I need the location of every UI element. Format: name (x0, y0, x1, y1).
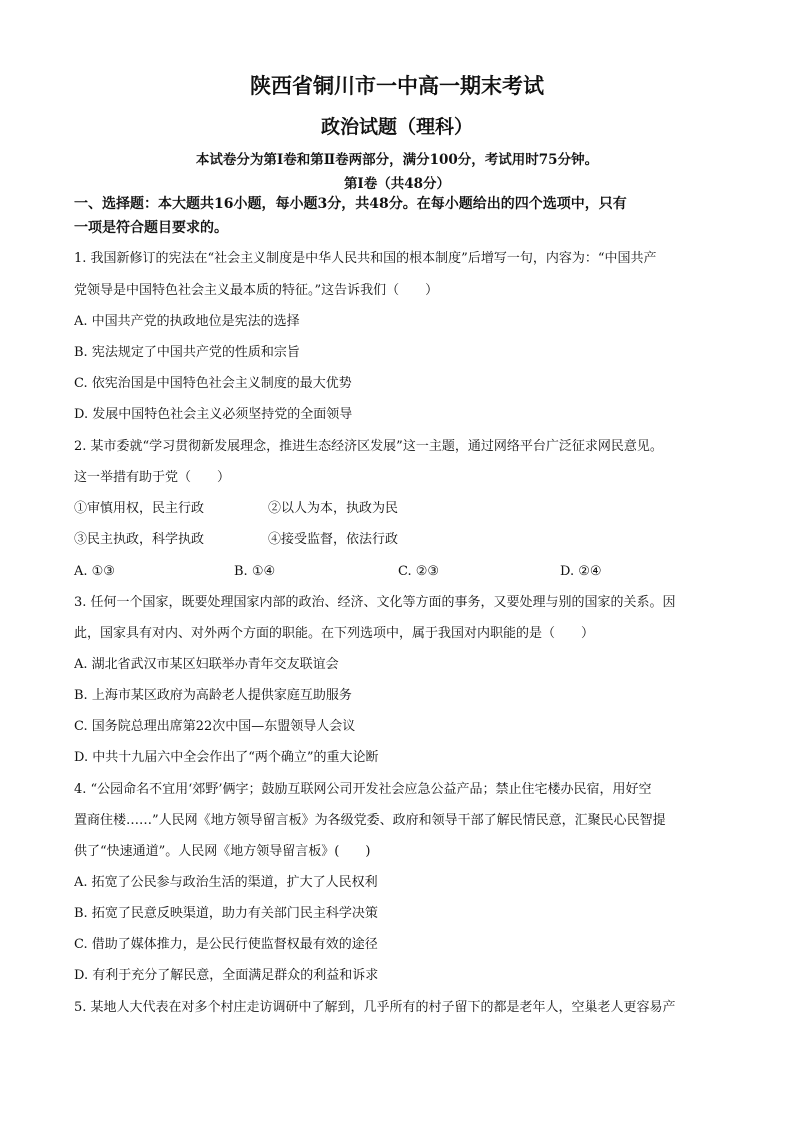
q2-statement-3: ③民主执政，科学执政 (74, 532, 205, 547)
q2-statement-2: ②以人为本，执政为民 (268, 501, 399, 516)
q4-option-d: D. 有利于充分了解民意，全面满足群众的利益和诉求 (74, 968, 379, 983)
q2-option-a: A. ①③ (74, 564, 115, 579)
exam-title: 陕西省铜川市一中高一期末考试 (250, 73, 544, 98)
q2-statement-1: ①审慎用权，民主行政 (74, 501, 205, 516)
volume-heading: 第Ⅰ卷（共48分） (343, 176, 451, 192)
exam-note: 本试卷分为第Ⅰ卷和第Ⅱ卷两部分，满分100分，考试用时75分钟。 (195, 152, 599, 168)
section-heading-line1: 一、选择题：本大题共16小题，每小题3分，共48分。在每小题给出的四个选项中，只有 (74, 196, 627, 212)
q2-option-b: B. ①④ (234, 564, 276, 579)
q3-option-d: D. 中共十九届六中全会作出了“两个确立”的重大论断 (74, 750, 379, 765)
q3-stem-line1: 3. 任何一个国家，既要处理国家内部的政治、经济、文化等方面的事务，又要处理与别的国家的关系。因 (74, 595, 676, 610)
q3-option-b: B. 上海市某区政府为高龄老人提供家庭互助服务 (74, 688, 352, 703)
exam-subtitle: 政治试题（理科） (320, 116, 473, 138)
q1-stem-line1: 1. 我国新修订的宪法在“社会主义制度是中华人民共和国的根本制度”后增写一句，内容为：“中国共产 (74, 251, 657, 266)
q1-option-c: C. 依宪治国是中国特色社会主义制度的最大优势 (74, 376, 352, 391)
q1-option-d: D. 发展中国特色社会主义必须坚持党的全面领导 (74, 407, 353, 422)
q4-option-b: B. 拓宽了民意反映渠道，助力有关部门民主科学决策 (74, 906, 378, 921)
q2-option-c: C. ②③ (398, 564, 440, 579)
q3-option-c: C. 国务院总理出席第22次中国—东盟领导人会议 (74, 719, 356, 734)
q2-stem-line2: 这一举措有助于党（ ） (74, 470, 231, 485)
q3-stem-line2: 此，国家具有对内、对外两个方面的职能。在下列选项中，属于我国对内职能的是（ ） (74, 626, 595, 641)
q4-stem-line1: 4. “公园命名不宜用‘郊野’俩字；鼓励互联网公司开发社会应急公益产品；禁止住宅楼办民宿，用好空 (74, 782, 652, 797)
q2-stem-line1: 2. 某市委就“学习贯彻新发展理念，推进生态经济区发展”这一主题，通过网络平台广泛征求网民意见。 (74, 439, 663, 454)
q5-stem-line1: 5. 某地人大代表在对多个村庄走访调研中了解到，几乎所有的村子留下的都是老年人，空巢老人更容易产 (74, 1000, 676, 1015)
q1-stem-line2: 党领导是中国特色社会主义最本质的特征。”这告诉我们（ ） (74, 283, 439, 298)
q4-option-a: A. 拓宽了公民参与政治生活的渠道，扩大了人民权利 (74, 875, 378, 890)
q4-option-c: C. 借助了媒体推力，是公民行使监督权最有效的途径 (74, 937, 378, 952)
q3-option-a: A. 湖北省武汉市某区妇联举办青年交友联谊会 (74, 657, 339, 672)
q4-stem-line2: 置商住楼……”人民网《地方领导留言板》为各级党委、政府和领导干部了解民情民意，汇聚民心民智提 (74, 813, 666, 828)
q1-option-b: B. 宪法规定了中国共产党的性质和宗旨 (74, 345, 300, 360)
q1-option-a: A. 中国共产党的执政地位是宪法的选择 (74, 314, 300, 329)
q4-stem-line3: 供了“快速通道”。人民网《地方领导留言板》( ) (74, 844, 371, 859)
q2-option-d: D. ②④ (560, 564, 602, 579)
q2-statement-4: ④接受监督，依法行政 (268, 532, 399, 547)
section-heading-line2: 一项是符合题目要求的。 (74, 220, 228, 236)
